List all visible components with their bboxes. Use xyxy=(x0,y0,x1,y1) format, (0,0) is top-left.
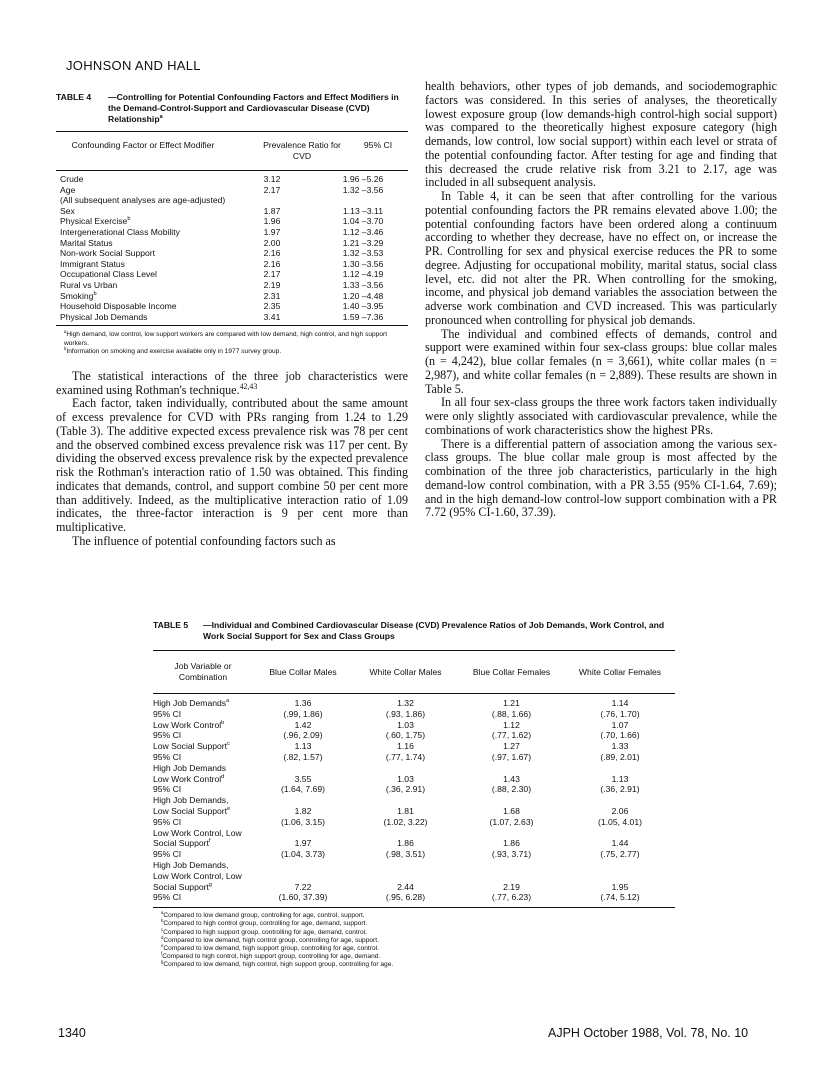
table5-cell-label xyxy=(153,882,253,893)
right-paragraph-4: In all four sex-class groups the three work factors taken individually were only slightly associated with cardiovascular prevalence, while the combinations of work characteristics show the highest PRs. xyxy=(425,395,777,437)
table4-cell-ci: 1.40 –3.95 xyxy=(342,301,384,312)
table5-row xyxy=(153,817,675,828)
table5-cell-label xyxy=(153,838,253,849)
table4-header-rule xyxy=(56,170,408,171)
table5-cell-wcf: (1.05, 4.01) xyxy=(598,816,642,827)
table5-cell-bcf: 1.12 xyxy=(503,719,520,730)
table4-cell-ci: 1.04 –3.70 xyxy=(342,216,384,227)
table5-cell-bcf: (1.07, 2.63) xyxy=(489,816,534,827)
table5-row xyxy=(153,720,675,731)
table5-cell-label xyxy=(153,709,253,720)
table4-caption xyxy=(56,92,408,125)
table5-row-label: 95% CI xyxy=(153,730,182,741)
table5-cell-wcm: 1.86 xyxy=(397,838,414,849)
table4-footnote xyxy=(56,331,408,347)
table5-cell-label xyxy=(153,795,253,806)
table4-row-label: Immigrant Status xyxy=(60,258,125,269)
table5-row-label: 95% CI xyxy=(153,751,182,762)
table5-row xyxy=(153,784,675,795)
table5-row-label: Low Work Control xyxy=(153,719,222,730)
table5-row xyxy=(153,752,675,763)
table5-body xyxy=(153,698,675,903)
table5-caption xyxy=(153,620,675,642)
right-paragraph-1: health behaviors, other types of job demands, and sociodemographic factors was considered. In this series of analyses, the theoretically lowest exposure group (low demands-high control-high social support) was compared to the theoretically highest exposure category (high demands, low control, low social support) within each level or strata of the potential confounding factor. After testing for age and finding that this decreased the crude relative risk from 3.21 to 2.17, age was included in all subsequent analysis. xyxy=(425,79,777,190)
table5-cell-bcf: (.97, 1.67) xyxy=(491,751,532,762)
table5-row xyxy=(153,698,675,709)
table5-row-label: High Job Demands, xyxy=(153,859,229,870)
table5-cell-label xyxy=(153,849,253,860)
page-number: 1340 xyxy=(58,1026,86,1040)
table5-row xyxy=(153,709,675,720)
table4-footnote xyxy=(56,345,408,356)
table5-cell-wcf: (.70, 1.66) xyxy=(600,730,640,741)
table5-cell-wcm: 1.32 xyxy=(397,698,414,708)
table4-row-label: Rural vs Urban xyxy=(60,279,118,290)
table5-row xyxy=(153,871,675,882)
table5-row-label: High Job Demands xyxy=(153,698,227,708)
footnote-text: Compared to high support group, controlling for age, demand, control. xyxy=(163,928,367,936)
table5-cell-bcm xyxy=(253,828,353,839)
citation-sup: 42,43 xyxy=(239,381,258,391)
table4-cell-pr: 2.19 xyxy=(263,279,281,290)
table5-row xyxy=(153,882,675,893)
table4-cell-label xyxy=(56,227,226,238)
table5-row-sup: d xyxy=(221,773,225,780)
right-paragraph-5: There is a differential pattern of association among the various sex-class groups. The blue collar male group is most affected by the combination of the three job characteristics, particularly in the high demand-low control combination, with a PR 3.55 (95% CI-1.64, 7.69); and in the high demand-low control-low support combination with a PR 7.72 (95% CI-1.60, 37.39). xyxy=(425,436,777,520)
table5-cell-label xyxy=(153,784,253,795)
table5-cell-bcf: (.77, 6.23) xyxy=(491,892,532,903)
table5-cell-bcf xyxy=(458,763,565,774)
table5-footnote xyxy=(153,926,675,937)
table5-cell-bcf: (.88, 1.66) xyxy=(491,708,532,719)
table5-cell-bcm: 3.55 xyxy=(294,773,312,784)
table5-cell-wcf xyxy=(565,871,675,882)
footnote-mark: c xyxy=(161,926,164,932)
table5-row-label: High Job Demands, xyxy=(153,795,229,806)
table4-row xyxy=(56,291,408,302)
table5-row-label: Low Social Support xyxy=(153,805,228,816)
table4-row-label: (All subsequent analyses are age-adjusted) xyxy=(60,195,226,206)
table4-col-header-pr: Prevalence Ratio for CVD xyxy=(263,140,341,161)
table5-row xyxy=(153,795,675,806)
table5-cell-wcf xyxy=(565,860,675,871)
table5-row xyxy=(153,806,675,817)
table4-body xyxy=(56,174,408,322)
table4-row-label: Physical Exercise xyxy=(60,216,128,227)
table4-row xyxy=(56,259,408,270)
table4-cell-label xyxy=(56,259,226,270)
footnote-text: Compared to high control group, controlling for age, demand, support. xyxy=(163,920,368,928)
table5-cell-wcf: 2.06 xyxy=(611,805,629,816)
table5-col-header-bcf: Blue Collar Females xyxy=(472,666,551,677)
table4-row xyxy=(56,269,408,280)
table4-cell-ci: 1.20 –4.48 xyxy=(342,290,384,301)
table4-row-label: Smoking xyxy=(60,290,94,301)
table5-cell-wcf: (.36, 2.91) xyxy=(600,784,640,795)
table5-cell-bcf xyxy=(458,871,565,882)
table5-row-sup: f xyxy=(208,838,211,845)
table5-cell-bcm: (1.06, 3.15) xyxy=(281,816,325,827)
table5-cell-bcf: 1.21 xyxy=(503,698,520,708)
table4-cell-pr: 2.35 xyxy=(263,301,281,312)
table4-row-sup: b xyxy=(93,290,97,297)
table4-bottom-rule xyxy=(56,325,408,326)
table5-cell-wcm xyxy=(353,828,458,839)
footnote-text: High demand, low control, low support workers are compared with low demand, high control, and high support workers. xyxy=(64,331,388,347)
table4-cell-pr: 2.00 xyxy=(263,237,281,248)
table5-header-rule xyxy=(153,693,675,694)
table5-cell-bcf: 1.27 xyxy=(503,741,520,752)
table4-row-label: Household Disposable Income xyxy=(60,301,177,312)
table5-cell-wcm: (.93, 1.86) xyxy=(385,708,426,719)
left-paragraph-1-text: The statistical interactions of the three job characteristics were examined using Rothman's technique. xyxy=(56,368,408,397)
table4-header-row xyxy=(56,132,408,170)
table5-row xyxy=(153,849,675,860)
table5-row-label: Low Work Control xyxy=(153,773,222,784)
table4-footnotes xyxy=(56,331,408,356)
table5-cell-bcf: (.93, 3.71) xyxy=(491,849,532,860)
table5-col-header-variable: Job Variable or Combination xyxy=(174,661,232,682)
table5-cell-label xyxy=(153,828,253,839)
footnote-text: Compared to low demand group, controlling for age, control, support. xyxy=(163,912,365,920)
table4-cell-label xyxy=(56,269,226,280)
table4-cell-pr: 3.41 xyxy=(263,311,281,322)
table5-cell-bcm xyxy=(253,860,353,871)
table4-cell-ci: 1.12 –4.19 xyxy=(342,269,384,280)
table4-cell-ci: 1.13 –3.11 xyxy=(343,205,383,216)
table5-caption-text: —Individual and Combined Cardiovascular Disease (CVD) Prevalence Ratios of Job Demands, Work Control, and Work Social Support for Sex and Class Groups xyxy=(203,620,665,641)
right-paragraph-2: In Table 4, it can be seen that after controlling for the various potential confounding factors the PR remains elevated above 1.00; the potential confounding factors have been ordered along a continuum according to whether they decrease, have no effect on, or increase the PR. Controlling for sex and physical exercise reduces the PR to some degree. Adjusting for occupational mobility, marital status, social class level, etc. did not alter the PR. When controlling for the smoking, income, and physical job demand variables the association between the adverse work combination and CVD increased. This was particularly pronounced when controlling for physical job demands. xyxy=(425,189,777,327)
table5-cell-label xyxy=(153,741,253,752)
table5-cell-wcf: 1.13 xyxy=(611,773,629,784)
table4 xyxy=(56,132,408,170)
running-head-author: JOHNSON AND HALL xyxy=(66,58,201,73)
table4-cell-label xyxy=(56,216,226,227)
table5-row-label: Low Social Support xyxy=(153,741,228,752)
table5-cell-bcf xyxy=(458,828,565,839)
table4-col-header-ci: 95% CI xyxy=(363,140,393,150)
table5-cell-label xyxy=(153,763,253,774)
table4-cell-pr: 2.17 xyxy=(263,184,281,195)
table5-cell-bcm: 1.13 xyxy=(294,741,312,752)
table4-row-sup: b xyxy=(127,216,131,223)
footnote-mark: a xyxy=(161,909,164,915)
table5-row xyxy=(153,860,675,871)
table4-row xyxy=(56,185,408,196)
table5-cell-wcm: (1.02, 3.22) xyxy=(383,816,428,827)
footnote-text: Compared to low demand, high control, high support group, controlling for age. xyxy=(163,961,394,969)
table5-cell-label xyxy=(153,860,253,871)
table5-cell-bcm: 1.97 xyxy=(294,838,312,849)
table5-cell-bcm: (1.04, 3.73) xyxy=(281,849,325,860)
left-paragraph-1 xyxy=(56,370,408,398)
table4-row xyxy=(56,312,408,323)
table5-cell-wcm: (.60, 1.75) xyxy=(385,730,426,741)
table4-row xyxy=(56,216,408,227)
table5-cell-bcf: (.77, 1.62) xyxy=(491,730,532,741)
right-column xyxy=(425,80,777,520)
table5-cell-label xyxy=(153,720,253,731)
table5-row-label: Low Work Control, Low xyxy=(153,870,242,881)
table5-row-label: 95% CI xyxy=(153,816,182,827)
table4-cell-label xyxy=(56,206,226,217)
table4-cell-label xyxy=(56,248,226,259)
table5-block xyxy=(153,620,675,970)
table5-cell-bcf: 2.19 xyxy=(503,881,520,892)
table4-cell-pr: 2.17 xyxy=(263,269,281,280)
table5-cell-wcf: 1.44 xyxy=(611,838,629,849)
table4-row-label: Sex xyxy=(60,205,75,216)
table5-row xyxy=(153,828,675,839)
table4-row xyxy=(56,174,408,185)
table4-cell-label xyxy=(56,195,408,206)
table5-cell-bcf: 1.68 xyxy=(503,805,520,816)
table4-cell-pr: 1.96 xyxy=(263,216,281,227)
table5-row xyxy=(153,892,675,903)
table5-row-sup: b xyxy=(221,719,225,726)
table5-cell-wcm: 1.03 xyxy=(397,773,414,784)
table5-cell-label xyxy=(153,752,253,763)
table4-row-label: Physical Job Demands xyxy=(60,311,148,322)
table5-cell-bcm: (.82, 1.57) xyxy=(283,751,323,762)
table5-row-sup: a xyxy=(226,698,230,705)
table5-footnotes xyxy=(153,909,675,969)
table5-row-label: Low Work Control, Low xyxy=(153,827,242,838)
left-column xyxy=(56,80,408,549)
table4-row-label: Occupational Class Level xyxy=(60,269,157,280)
table5-cell-wcm: (.98, 3.51) xyxy=(385,849,426,860)
left-body-text xyxy=(56,370,408,549)
table4-row xyxy=(56,301,408,312)
table5-cell-wcm: 1.16 xyxy=(397,741,414,752)
footnote-mark: d xyxy=(161,934,164,940)
table5-cell-wcf xyxy=(565,828,675,839)
table4-row-label: Age xyxy=(60,184,76,195)
table4-cell-label xyxy=(56,301,226,312)
table5-cell-wcf: 1.33 xyxy=(611,741,629,752)
footnote-text: Compared to low demand, high support group, controlling for age, control. xyxy=(163,944,379,952)
table5-cell-wcm xyxy=(353,871,458,882)
right-body-text xyxy=(425,80,777,520)
table5-row-label: 95% CI xyxy=(153,849,182,860)
footnote-mark: a xyxy=(64,329,67,335)
table4-row xyxy=(56,195,408,206)
right-paragraph-3: The individual and combined effects of demands, control and support were examined within four sex-class groups: blue collar males (n = 4,242), blue collar females (n = 3,661), white collar males (n = 2,987), and white collar females (n = 2,889). These results are shown in Table 5. xyxy=(425,326,777,396)
table5-cell-wcf: (.76, 1.70) xyxy=(600,708,640,719)
table4-row xyxy=(56,227,408,238)
table5-cell-label xyxy=(153,817,253,828)
table4-cell-pr: 2.16 xyxy=(263,258,281,269)
table4-row xyxy=(56,206,408,217)
table4-cell-ci: 1.32 –3.56 xyxy=(342,184,384,195)
table5-cell-bcm: (1.64, 7.69) xyxy=(281,784,325,795)
table5-cell-bcf xyxy=(458,860,565,871)
footnote-mark: b xyxy=(161,918,164,924)
table4-cell-ci: 1.32 –3.53 xyxy=(342,248,384,259)
table5-cell-bcf: 1.86 xyxy=(503,838,520,849)
table5-cell-wcf: 1.07 xyxy=(611,719,629,730)
footnote-text: Compared to low demand, high control group, controlling for age, support. xyxy=(163,936,379,944)
footnote-text: Information on smoking and exercise available only in 1977 survey group. xyxy=(66,347,282,355)
table4-cell-ci: 1.96 –5.26 xyxy=(342,174,384,184)
table4-cell-pr: 3.12 xyxy=(263,174,281,184)
table4-cell-label xyxy=(56,291,226,302)
footnote-mark: f xyxy=(161,950,163,956)
journal-citation: AJPH October 1988, Vol. 78, No. 10 xyxy=(548,1026,749,1040)
table4-row-label: Intergenerational Class Mobility xyxy=(60,226,180,237)
table4-row xyxy=(56,238,408,249)
table4-cell-label xyxy=(56,238,226,249)
table5-cell-wcf: (.89, 2.01) xyxy=(600,751,640,762)
table5-cell-wcm xyxy=(353,795,458,806)
table4-cell-pr: 1.87 xyxy=(263,205,281,216)
table5-cell-bcm: 1.82 xyxy=(294,805,312,816)
table5-row xyxy=(153,730,675,741)
table5-cell-wcm xyxy=(353,860,458,871)
table5-row-sup: e xyxy=(227,806,231,813)
table4-cell-ci: 1.59 –7.36 xyxy=(342,311,384,322)
table5-row xyxy=(153,763,675,774)
table5-cell-wcm: 1.81 xyxy=(397,805,414,816)
table5-row-sup: g xyxy=(208,881,213,888)
table4-label: TABLE 4 xyxy=(56,92,92,102)
left-paragraph-3: The influence of potential confounding factors such as xyxy=(72,533,336,548)
table4-cell-ci: 1.30 –3.56 xyxy=(342,258,384,269)
table4-row xyxy=(56,248,408,259)
table5-cell-wcm: (.36, 2.91) xyxy=(385,784,426,795)
table5-header-row xyxy=(153,651,675,693)
table5-cell-wcm xyxy=(353,763,458,774)
table5-cell-wcf: (.75, 2.77) xyxy=(600,849,640,860)
table5-cell-wcf: 1.14 xyxy=(611,698,629,708)
table5-cell-bcm: (.96, 2.09) xyxy=(283,730,323,741)
table5-cell-bcm: (.99, 1.86) xyxy=(283,708,323,719)
table5-footnote xyxy=(153,942,675,953)
table5-col-header-wcm: White Collar Males xyxy=(369,666,442,677)
table5-cell-wcf: 1.95 xyxy=(611,881,629,892)
table5-row-label: 95% CI xyxy=(153,892,182,903)
table5-footnote xyxy=(153,961,675,969)
footnote-mark: b xyxy=(64,345,67,351)
table5-cell-label xyxy=(153,806,253,817)
table4-cell-pr: 1.97 xyxy=(263,226,281,237)
table4-cell-ci: 1.33 –3.56 xyxy=(342,279,384,290)
table5-row xyxy=(153,741,675,752)
table5-cell-wcm: (.95, 6.28) xyxy=(385,892,426,903)
table5-cell-label xyxy=(153,871,253,882)
table4-cell-label xyxy=(56,312,226,323)
table5-row-label: Social Support xyxy=(153,838,209,849)
table4-row-label: Crude xyxy=(60,174,84,184)
table5-footnote xyxy=(153,934,675,945)
table5-cell-label xyxy=(153,892,253,903)
left-paragraph-2: Each factor, taken individually, contributed about the same amount of excess prevalence for CVD with PRs ranging from 1.24 to 1.29 (Table 3). The additive expected excess prevalence risk was 78 per cent and the observed combined excess prevalence risk was 117 per cent. By dividing the observed excess prevalence risk by the expected prevalence risk the Rothman's interaction ratio of 1.50 was obtained. This finding indicates that demands, control, and support combine 50 per cent more than additively. Indeed, as the multiplicative interaction ratio of 1.09 indicates, the three-factor interaction is 9 per cent more than multiplicative. xyxy=(56,396,408,535)
table4-cell-pr: 2.16 xyxy=(263,248,281,259)
table5-row-sup: c xyxy=(227,741,230,748)
table4-cell-label xyxy=(56,174,226,185)
table5-cell-bcm xyxy=(253,871,353,882)
table5-cell-label xyxy=(153,774,253,785)
table5-col-header-wcf: White Collar Females xyxy=(578,666,662,677)
table4-caption-sup: a xyxy=(159,114,163,121)
table5-cell-wcm: 2.44 xyxy=(397,881,414,892)
table5-cell-bcm: (1.60, 37.39) xyxy=(278,892,328,903)
table5-cell-bcm: 7.22 xyxy=(294,881,312,892)
table5-cell-wcf xyxy=(565,795,675,806)
table5-col-header-bcm: Blue Collar Males xyxy=(269,666,337,677)
table5-row-label: 95% CI xyxy=(153,784,182,795)
table4-cell-ci: 1.21 –3.29 xyxy=(342,237,384,248)
table5-cell-label xyxy=(153,730,253,741)
table5-header xyxy=(153,651,675,693)
table5-cell-label xyxy=(153,698,253,709)
table5-cell-bcm: 1.36 xyxy=(294,698,312,708)
table5-cell-bcf: (.88, 2.30) xyxy=(491,784,532,795)
table4-row xyxy=(56,280,408,291)
table4-cell-label xyxy=(56,280,226,291)
table4-cell-pr: 2.31 xyxy=(263,290,281,301)
table4-cell-ci: 1.12 –3.46 xyxy=(342,226,384,237)
table5-row-label: Social Support xyxy=(153,881,209,892)
table5-cell-bcm xyxy=(253,795,353,806)
table4-row-label: Marital Status xyxy=(60,237,113,248)
table5-cell-bcm xyxy=(253,763,353,774)
table5-cell-bcm: 1.42 xyxy=(294,719,312,730)
table4-col-header-factor: Confounding Factor or Effect Modifier xyxy=(71,140,215,150)
table5-row xyxy=(153,774,675,785)
table4-caption-text: —Controlling for Potential Confounding Factors and Effect Modifiers in the Demand-Control-Support and Cardiovascular Disease (CVD) Relationship xyxy=(108,92,399,124)
table5-cell-wcf: (.74, 5.12) xyxy=(600,892,640,903)
footnote-mark: e xyxy=(161,942,164,948)
table5-cell-wcf xyxy=(565,763,675,774)
table5-cell-wcm: 1.03 xyxy=(397,719,414,730)
table5-row-label: 95% CI xyxy=(153,708,182,719)
table5-row-label: High Job Demands xyxy=(153,762,227,773)
table5-label: TABLE 5 xyxy=(153,620,189,630)
footnote-text: Compared to high control, high support group, controlling for age, demand. xyxy=(162,953,381,961)
table5-bottom-rule xyxy=(153,907,675,908)
table4-row-label: Non-work Social Support xyxy=(60,248,156,259)
table5-footnote xyxy=(153,920,675,928)
table5-cell-wcm: (.77, 1.74) xyxy=(385,751,426,762)
footnote-mark: g xyxy=(161,959,164,965)
table5-cell-bcf xyxy=(458,795,565,806)
table4-cell-label xyxy=(56,185,226,196)
table5-row xyxy=(153,838,675,849)
table5-cell-bcf: 1.43 xyxy=(503,773,520,784)
